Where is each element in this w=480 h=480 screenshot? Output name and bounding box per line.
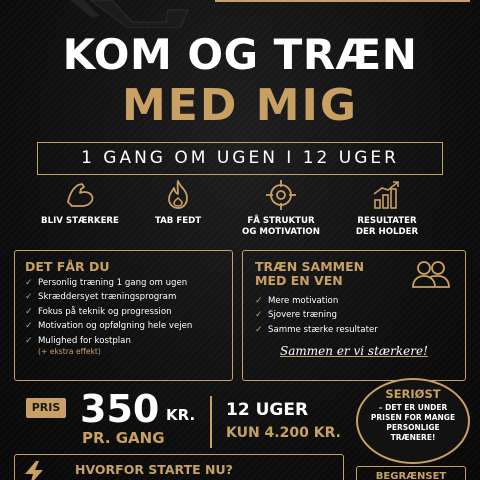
seal-line: TRÆNERE! xyxy=(390,433,436,442)
price-per-session: PR. GANG xyxy=(82,429,165,447)
feature-stronger xyxy=(25,178,135,227)
check-icon: ✓ xyxy=(25,321,33,332)
tagline: Sammen er vi stærkere! xyxy=(280,343,428,358)
price-badge: PRIS xyxy=(26,398,66,418)
list-item: ✓ Fokus på teknik og progression xyxy=(25,306,172,317)
list-item: ✓ Mulighed for kostplan xyxy=(25,335,131,346)
price-amount: 350 xyxy=(80,387,160,431)
feature-label: TAB FEDT xyxy=(154,216,202,226)
check-icon: ✓ xyxy=(25,277,33,288)
feature-fat-loss xyxy=(123,178,233,227)
frequency-banner: 1 GANG OM UGEN I 12 UGER xyxy=(37,142,443,175)
check-icon: ✓ xyxy=(25,292,33,303)
limited-box xyxy=(356,466,466,480)
headline-line1: KOM OG TRÆN xyxy=(62,30,418,79)
list-item: ✓ Motivation og opfølgning hele vejen xyxy=(25,321,193,332)
seal-title: SERIØST xyxy=(385,387,441,401)
check-icon: ✓ xyxy=(255,310,263,321)
seal-line: – DET ER UNDER xyxy=(378,403,448,412)
check-icon: ✓ xyxy=(25,335,33,346)
flexed-arm-icon xyxy=(63,178,97,212)
check-icon: ✓ xyxy=(25,306,33,317)
included-box xyxy=(14,250,233,381)
price-unit: KR. xyxy=(166,406,196,424)
list-item: ✓ Samme stærke resultater xyxy=(255,324,378,335)
headline-line2: MED MIG xyxy=(122,80,358,131)
weeks-label: 12 UGER xyxy=(226,400,309,420)
list-item: ✓ Mere motivation xyxy=(255,295,339,306)
why-start-box xyxy=(14,454,344,480)
price-divider xyxy=(210,396,212,448)
seal-line: PERSONLIGE xyxy=(386,423,440,432)
serious-seal xyxy=(356,378,470,464)
target-crosshair-icon xyxy=(264,178,298,212)
flame-icon xyxy=(161,178,195,212)
list-item: ✓ Personlig træning 1 gang om ugen xyxy=(25,277,188,288)
train-together-title: TRÆN SAMMEN MED EN VEN xyxy=(255,259,365,288)
feature-structure xyxy=(226,178,336,238)
included-title: DET FÅR DU xyxy=(25,259,110,274)
check-icon: ✓ xyxy=(255,324,263,335)
top-ribbon-decoration xyxy=(70,0,190,28)
lightning-bolt-icon xyxy=(23,461,45,480)
total-price: KUN 4.200 KR. xyxy=(226,425,341,441)
list-item: ✓ Sjovere træning xyxy=(255,310,337,321)
list-item: ✓ Skræddersyet træningsprogram xyxy=(25,292,177,303)
check-icon: ✓ xyxy=(255,295,263,306)
limited-label: BEGRÆNSET xyxy=(375,471,447,480)
top-gold-line xyxy=(215,0,470,2)
why-start-title: HVORFOR STARTE NU? xyxy=(75,462,233,477)
feature-label: FÅ STRUKTUR OG MOTIVATION xyxy=(242,216,320,237)
feature-results xyxy=(332,178,442,238)
two-people-icon xyxy=(411,259,451,289)
bar-chart-growth-icon xyxy=(370,178,404,212)
train-together-box xyxy=(242,250,466,381)
seal-line: PRISEN FOR MANGE xyxy=(370,413,456,422)
extra-effect-note: (+ ekstra effekt) xyxy=(38,346,101,356)
feature-label: BLIV STÆRKERE xyxy=(41,216,119,226)
feature-label: RESULTATER DER HOLDER xyxy=(355,216,419,237)
